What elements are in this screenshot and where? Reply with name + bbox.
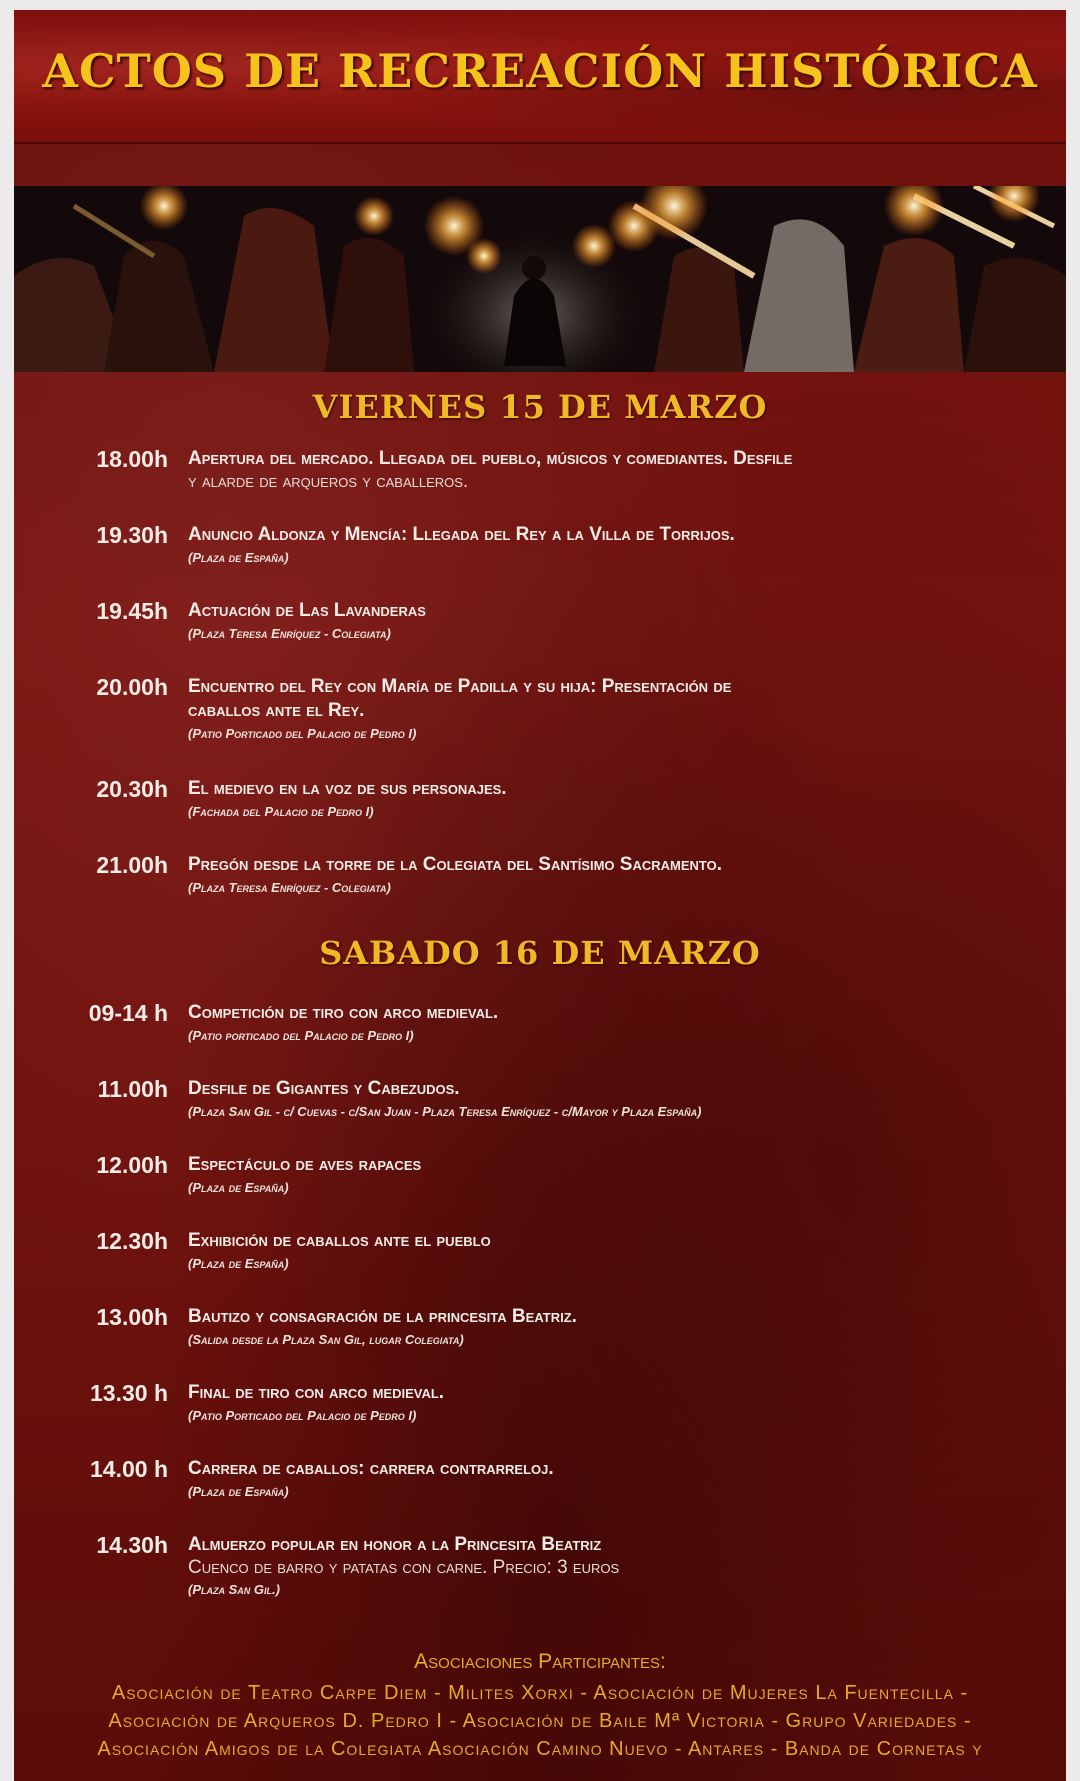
- event-title: Bautizo y consagración de la princesita Beatriz.: [188, 1306, 577, 1327]
- event-time: 13.30 h: [90, 1380, 168, 1406]
- event-title: Espectáculo de aves rapaces: [188, 1154, 422, 1175]
- event-time: 19.30h: [96, 522, 168, 548]
- day-heading-friday: VIERNES 15 DE MARZO: [312, 388, 768, 426]
- event-title: Competición de tiro con arco medieval.: [188, 1002, 499, 1023]
- event-title: Pregón desde la torre de la Colegiata del Santísimo Sacramento.: [188, 854, 723, 875]
- event-title: Anuncio Aldonza y Mencía: Llegada del Rey a la Villa de Torrijos.: [188, 524, 735, 545]
- associations-line: Asociación Amigos de la Colegiata Asociación Camino Nuevo - Antares - Banda de Cornetas y: [97, 1738, 983, 1760]
- event-time: 12.30h: [96, 1228, 168, 1254]
- associations-line: Asociación de Teatro Carpe Diem - Milites Xorxi - Asociación de Mujeres La Fuentecilla -: [111, 1682, 969, 1704]
- event-title: Apertura del mercado. Llegada del pueblo, músicos y comediantes. Desfile: [188, 448, 793, 469]
- title-band: [14, 10, 1066, 144]
- event-location: (Plaza Teresa Enríquez - Colegiata): [188, 626, 391, 641]
- day-heading-saturday: SABADO 16 DE MARZO: [319, 934, 761, 972]
- event-time: 14.00 h: [90, 1456, 168, 1482]
- event-location: (Fachada del Palacio de Pedro I): [188, 804, 374, 819]
- event-title: Final de tiro con arco medieval.: [188, 1382, 445, 1403]
- event-title: El medievo en la voz de sus personajes.: [188, 778, 507, 799]
- event-title: Encuentro del Rey con María de Padilla y su hija: Presentación de: [188, 676, 732, 697]
- torch-procession-illustration: [14, 186, 1066, 372]
- event-time: 18.00h: [96, 446, 168, 472]
- event-title: Desfile de Gigantes y Cabezudos.: [188, 1078, 460, 1099]
- event-time: 09-14 h: [88, 1000, 168, 1026]
- event-location: (Plaza San Gil - c/ Cuevas - c/San Juan - Plaza Teresa Enríquez - c/Mayor y Plaza España): [188, 1104, 702, 1119]
- event-location: (Plaza Teresa Enríquez - Colegiata): [188, 880, 391, 895]
- event-location: (Patio porticado del Palacio de Pedro I): [188, 1028, 414, 1043]
- event-time: 12.00h: [96, 1152, 168, 1178]
- event-time: 11.00h: [97, 1076, 168, 1102]
- poster-title: ACTOS DE RECREACIÓN HISTÓRICA: [42, 44, 1038, 98]
- event-title: Carrera de caballos: carrera contrarreloj.: [188, 1458, 554, 1479]
- event-time: 21.00h: [96, 852, 168, 878]
- event-time: 14.30h: [96, 1532, 168, 1558]
- event-title: Actuación de Las Lavanderas: [188, 600, 426, 621]
- event-location: (Patio Porticado del Palacio de Pedro I): [188, 726, 417, 741]
- event-subtitle: Cuenco de barro y patatas con carne. Precio: 3 euros: [188, 1557, 620, 1578]
- event-location: (Salida desde la Plaza San Gil, lugar Colegiata): [188, 1332, 464, 1347]
- event-location: (Patio Porticado del Palacio de Pedro I): [188, 1408, 417, 1423]
- event-title: Almuerzo popular en honor a la Princesita Beatriz: [188, 1534, 602, 1555]
- event-time: 20.00h: [96, 674, 168, 700]
- associations-line: Asociación de Arqueros D. Pedro I - Asociación de Baile Mª Victoria - Grupo Variedades -: [108, 1710, 972, 1732]
- event-location: (Plaza de España): [188, 550, 289, 565]
- event-time: 20.30h: [96, 776, 168, 802]
- event-title: Exhibición de caballos ante el pueblo: [188, 1230, 491, 1251]
- event-location: (Plaza de España): [188, 1180, 289, 1195]
- event-time: 13.00h: [96, 1304, 168, 1330]
- event-title-continued: caballos ante el Rey.: [188, 700, 365, 721]
- event-location: (Plaza de España): [188, 1256, 289, 1271]
- event-subtitle: y alarde de arqueros y caballeros.: [188, 471, 469, 492]
- associations-heading: Asociaciones Participantes:: [414, 1650, 666, 1673]
- torch-procession-photo: [14, 186, 1066, 372]
- event-location: (Plaza de España): [188, 1484, 289, 1499]
- event-time: 19.45h: [96, 598, 168, 624]
- event-poster: [14, 10, 1066, 1781]
- event-location: (Plaza San Gil.): [188, 1582, 280, 1597]
